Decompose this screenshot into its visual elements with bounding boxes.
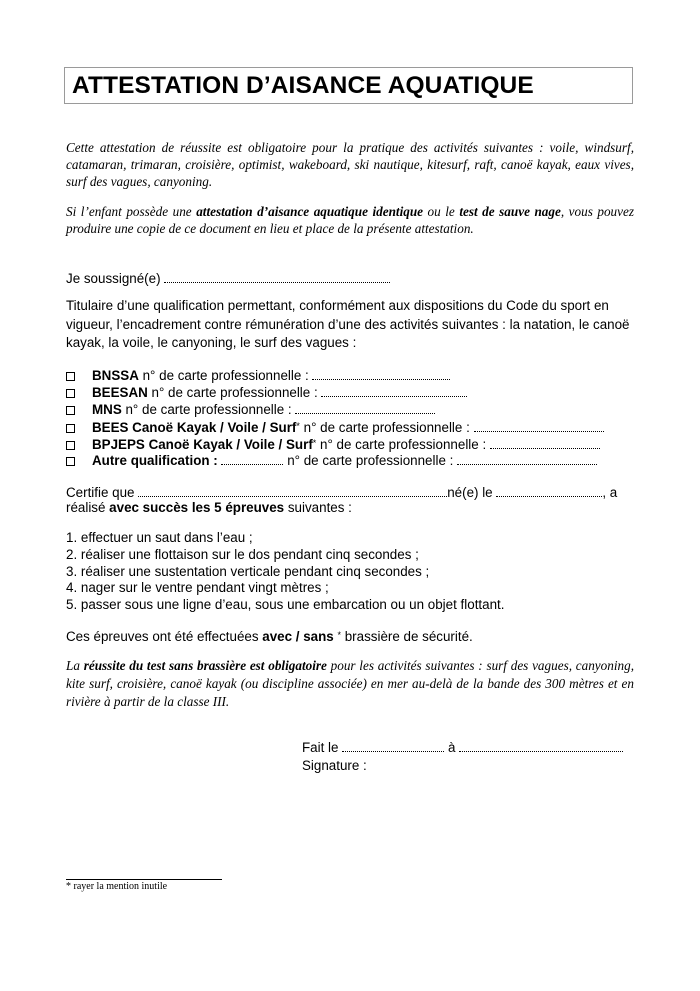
qualification-suffix: n° de carte professionnelle : (147, 385, 318, 400)
realise-text-c: suivantes : (284, 500, 352, 515)
asterisk-mark: * (312, 438, 317, 448)
checkbox-bnssa[interactable] (66, 372, 75, 381)
qualification-row (66, 418, 604, 436)
comma-a-label: , a (602, 485, 618, 500)
qualification-row (66, 435, 600, 453)
qualification-suffix: n° de carte professionnelle : (316, 437, 487, 452)
other-qualification-field[interactable] (221, 453, 283, 465)
birth-date-field[interactable] (496, 485, 602, 497)
footnote-divider (66, 879, 222, 880)
intro-paragraph-2 (66, 203, 634, 237)
card-number-field[interactable] (474, 420, 604, 432)
card-number-field[interactable] (295, 402, 435, 414)
asterisk-mark: * (337, 630, 342, 640)
outro-paragraph (66, 657, 634, 711)
effectuees-text-a: Ces épreuves ont été effectuées (66, 629, 263, 644)
signature-line (302, 757, 367, 774)
effectuees-text-c: brassière de sécurité. (341, 629, 473, 644)
epreuve-item: 2. réaliser une flottaison sur le dos pendant cinq secondes ; (66, 547, 419, 562)
qualification-suffix: n° de carte professionnelle : (283, 453, 454, 468)
fait-le-line (302, 739, 623, 756)
realise-text-a: réalisé (66, 500, 110, 515)
intro-paragraph-1: Cette attestation de réussite est obligatoire pour la pratique des activités suivantes : voile, windsurf, catamaran, trimaran, croisière, optimist, wakeboard, ski nautique, kitesurf, raft, canoë kayak, eaux vives, surf des vagues, canyoning. (66, 140, 634, 189)
footnote: * rayer la mention inutile (66, 881, 168, 892)
epreuve-item: 1. effectuer un saut dans l’eau ; (66, 530, 253, 545)
intro-p2-text-c: ou le (423, 204, 460, 219)
qualification-name: MNS (92, 402, 122, 417)
epreuve-item: 3. réaliser une sustentation verticale pendant cinq secondes ; (66, 564, 430, 579)
soussigne-name-field[interactable] (164, 271, 390, 283)
certifie-label: Certifie que (66, 485, 135, 500)
qualification-name: Autre qualification : (92, 453, 218, 468)
outro-bold: réussite du test sans brassière est obligatoire (83, 658, 327, 673)
outro-text-c: pour les activités suivantes : surf des vagues, canyoning, kite surf, croisière, canoë kayak (ou discipline associée) en mer au-delà de la bande des 300 mètres et en rivière à partir de la classe III. (66, 658, 634, 709)
qualification-name: BEESAN (92, 385, 148, 400)
avec-sans-choice[interactable]: avec / sans (262, 629, 334, 644)
checkbox-autre[interactable] (66, 457, 75, 466)
epreuve-item: 4. nager sur le ventre pendant vingt mètres ; (66, 580, 329, 595)
card-number-field[interactable] (321, 385, 467, 397)
intro-p2-bold-attestation: attestation d’aisance aquatique identique (196, 204, 424, 219)
card-number-field[interactable] (312, 368, 450, 380)
child-name-field[interactable] (138, 485, 447, 497)
checkbox-bees[interactable] (66, 424, 75, 433)
qualification-suffix: n° de carte professionnelle : (138, 368, 309, 383)
titulaire-paragraph: Titulaire d’une qualification permettant, conformément aux dispositions du Code du sport en vigueur, l’encadrement contre rémunération d’une des activités suivantes : la natation, le canoë kayak, la voile, le canyoning, le surf des vagues : (66, 298, 630, 350)
outro-text-a: La (66, 658, 84, 673)
intro-p2-bold-sauve-nage: test de sauve nage (459, 204, 561, 219)
qualification-row (66, 384, 467, 401)
qualification-name: BEES Canoë Kayak / Voile / Surf (92, 420, 297, 435)
checkbox-beesan[interactable] (66, 389, 75, 398)
soussigne-line (66, 270, 390, 287)
a-label: à (447, 740, 456, 755)
card-number-field[interactable] (457, 453, 597, 465)
qualification-row (66, 367, 450, 384)
date-field[interactable] (342, 740, 444, 752)
realise-bold: avec succès les 5 épreuves (109, 500, 285, 515)
title-box (64, 67, 633, 104)
signature-label: Signature : (302, 758, 367, 773)
checkbox-bpjeps[interactable] (66, 441, 75, 450)
place-field[interactable] (459, 740, 623, 752)
effectuees-line (66, 627, 473, 645)
qualification-suffix: n° de carte professionnelle : (121, 402, 292, 417)
asterisk-mark: * (296, 421, 300, 431)
checkbox-mns[interactable] (66, 406, 75, 415)
fait-le-label: Fait le (302, 740, 339, 755)
realise-line (66, 499, 352, 516)
qualification-name: BNSSA (92, 368, 139, 383)
intro-p2-text-e: , vous pouvez produire une copie de ce document en lieu et place de la présente attestation. (66, 204, 634, 236)
qualification-suffix: n° de carte professionnelle : (299, 420, 470, 435)
card-number-field[interactable] (490, 437, 600, 449)
epreuve-item: 5. passer sous une ligne d’eau, sous une embarcation ou un objet flottant. (66, 597, 505, 612)
qualification-name: BPJEPS Canoë Kayak / Voile / Surf (92, 437, 313, 452)
intro-p2-text-a: Si l’enfant possède une (66, 204, 197, 219)
qualification-row (66, 452, 597, 469)
qualification-row (66, 401, 435, 418)
nee-label: né(e) le (447, 485, 493, 500)
soussigne-label: Je soussigné(e) (66, 271, 161, 286)
page-title: ATTESTATION D’AISANCE AQUATIQUE (72, 72, 534, 99)
